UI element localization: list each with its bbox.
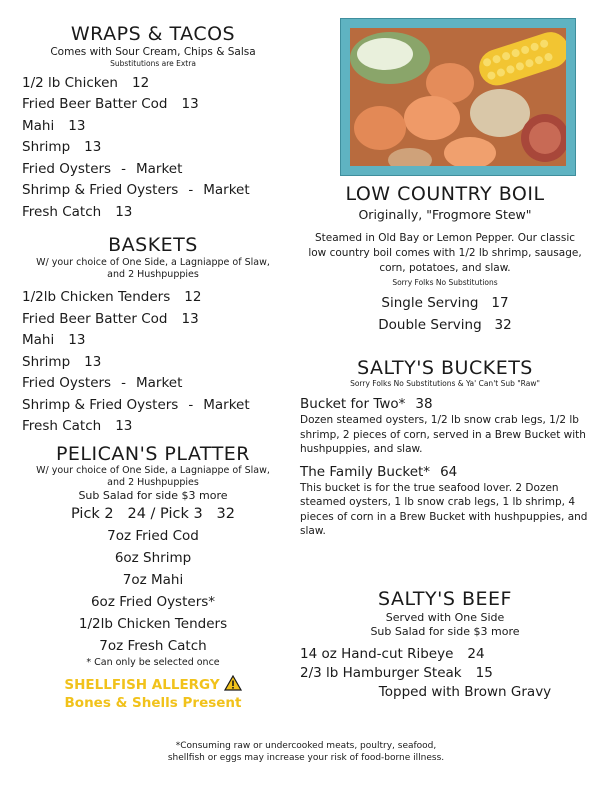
menu-item: Fried Beer Batter Cod 13: [22, 96, 199, 113]
platter-item: 1/2lb Chicken Tenders: [78, 616, 228, 633]
beef-subtitle: Served with One Side Sub Salad for side $3 more: [370, 610, 520, 638]
menu-item: 1/2 lb Chicken 12: [22, 74, 150, 91]
beef-item: 2/3 lb Hamburger Steak 15: [300, 664, 493, 681]
beef-item: 14 oz Hand-cut Ribeye 24: [300, 645, 485, 662]
platter-title: PELICAN'S PLATTER: [55, 442, 251, 465]
boil-single-serving: Single Serving 17: [381, 294, 509, 311]
warning-icon: [224, 675, 242, 695]
menu-item: Fried Oysters - Market: [22, 160, 183, 177]
buckets-section: [300, 358, 590, 539]
menu-item: Fresh Catch 13: [22, 203, 133, 220]
allergy-bones-note: Bones & Shells Present: [64, 695, 242, 712]
menu-item: Shrimp 13: [22, 139, 102, 156]
menu-item: Fried Oysters - Market: [22, 375, 183, 392]
platter-subtitle: W/ your choice of One Side, a Lagniappe of Slaw, and 2 Hushpuppies: [36, 465, 270, 489]
menu-item: Fried Beer Batter Cod 13: [22, 310, 199, 327]
wraps-section: [22, 24, 284, 223]
boil-note: Sorry Folks No Substitutions: [392, 277, 498, 287]
platter-pick-line: Pick 2 24 / Pick 3 32: [71, 506, 235, 523]
beef-section: [300, 589, 590, 702]
menu-item: Shrimp & Fried Oysters - Market: [22, 182, 250, 199]
low-country-boil-photo: [350, 28, 566, 166]
menu-item: Shrimp & Fried Oysters - Market: [22, 396, 250, 413]
platter-section: [22, 444, 284, 711]
platter-item: 6oz Shrimp: [114, 550, 192, 567]
low-country-boil-photo-frame: [340, 18, 576, 176]
wraps-subtitle: Comes with Sour Cream, Chips & Salsa: [50, 45, 256, 58]
buckets-title: SALTY'S BUCKETS: [357, 356, 533, 379]
menu-item: Mahi 13: [22, 332, 86, 349]
platter-item: 7oz Fresh Catch: [99, 638, 207, 655]
boil-double-serving: Double Serving 32: [378, 316, 512, 333]
food-safety-disclaimer: *Consuming raw or undercooked meats, poultry, seafood, shellfish or eggs may increase your risk of food-borne illness.: [167, 741, 445, 763]
boil-description: Steamed in Old Bay or Lemon Pepper. Our classic low country boil comes with 1/2 lb shrimp, sausage, corn, potatoes, and slaw.: [308, 231, 582, 274]
baskets-title: BASKETS: [108, 234, 198, 257]
bucket-item-description: Dozen steamed oysters, 1/2 lb snow crab legs, 1/2 lb shrimp, 2 pieces of corn, served in a Brew Bucket with hushpuppies, and slaw.: [300, 414, 586, 456]
allergy-label: SHELLFISH ALLERGY: [64, 677, 220, 694]
boil-subtitle: Originally, "Frogmore Stew": [358, 206, 532, 222]
beef-topping-note: Topped with Brown Gravy: [378, 683, 552, 700]
platter-item: 7oz Fried Cod: [107, 528, 199, 545]
seafood-boil-image: [350, 28, 566, 166]
baskets-subtitle: W/ your choice of One Side, a Lagniappe of Slaw, and 2 Hushpuppies: [36, 257, 270, 281]
shellfish-allergy-notice: [22, 675, 284, 711]
baskets-section: [22, 235, 284, 437]
menu-item: Fresh Catch 13: [22, 418, 133, 435]
platter-item: 7oz Mahi: [122, 572, 184, 589]
wraps-note: Substitutions are Extra: [110, 58, 196, 68]
right-column: [300, 18, 590, 702]
left-column: [22, 24, 284, 711]
menu-item: Mahi 13: [22, 117, 86, 134]
menu-item: 1/2lb Chicken Tenders 12: [22, 289, 202, 306]
buckets-note: Sorry Folks No Substitutions & Ya' Can't Sub "Raw": [350, 379, 540, 389]
boil-title: LOW COUNTRY BOIL: [345, 183, 545, 205]
beef-title: SALTY'S BEEF: [378, 587, 512, 610]
bucket-item-title: Bucket for Two* 38: [300, 396, 433, 413]
bucket-item-description: This bucket is for the true seafood lover. 2 Dozen steamed oysters, 1 lb snow crab legs, 1 lb shrimp, 4 pieces of corn in a Brew Bucket with hushpuppies, and slaw.: [300, 481, 588, 538]
low-country-boil-section: [300, 184, 590, 336]
bucket-item-title: The Family Bucket* 64: [300, 463, 458, 480]
platter-footnote: * Can only be selected once: [86, 657, 220, 669]
menu-item: Shrimp 13: [22, 353, 102, 370]
wraps-title: WRAPS & TACOS: [70, 23, 236, 45]
platter-item: 6oz Fried Oysters*: [90, 594, 216, 611]
platter-sub-salad: Sub Salad for side $3 more: [78, 489, 228, 503]
